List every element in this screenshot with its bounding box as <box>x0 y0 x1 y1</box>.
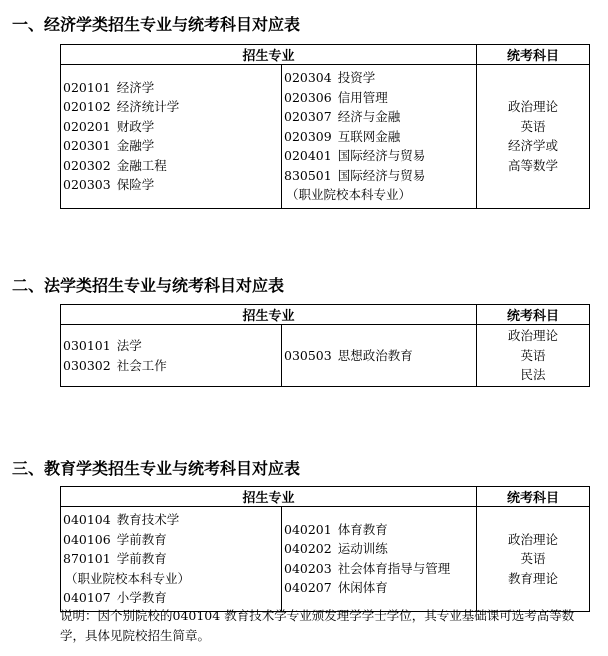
major-name: 信用管理 <box>337 89 388 105</box>
major-name: 社会体育指导与管理 <box>337 560 451 576</box>
major-item <box>284 520 476 540</box>
subject-item: 经济学或 <box>508 138 559 154</box>
major-item <box>63 78 281 98</box>
major-item <box>63 136 281 156</box>
major-name: 国际经济与贸易 <box>337 148 426 163</box>
major-item <box>63 588 281 608</box>
major-item <box>284 127 476 147</box>
subject-item: 政治理论 <box>508 328 559 344</box>
major-name: 金融工程 <box>116 157 167 173</box>
major-name: 社会工作 <box>116 357 167 373</box>
major-name: 金融学 <box>116 138 155 154</box>
subject-item: 政治理论 <box>508 531 559 547</box>
major-name: 思想政治教育 <box>337 347 413 363</box>
major-code: 040203 <box>284 560 332 576</box>
major-code: 020201 <box>63 118 111 134</box>
major-name: 投资学 <box>337 70 376 85</box>
major-item <box>284 68 476 88</box>
majors-left <box>61 65 282 209</box>
major-item <box>63 569 281 589</box>
major-item <box>63 156 281 176</box>
major-name: 休闲体育 <box>337 580 388 596</box>
subject-item: 英语 <box>520 118 546 134</box>
major-code: 030302 <box>63 357 111 373</box>
major-name: 学前教育 <box>116 531 167 547</box>
subject-item: 教育理论 <box>508 570 559 586</box>
major-name: 互联网金融 <box>337 128 401 144</box>
major-code: 030101 <box>63 338 111 353</box>
major-name: 经济学 <box>116 79 155 95</box>
major-code: 870101 <box>63 551 111 566</box>
major-name: 保险学 <box>116 177 155 193</box>
major-item <box>284 185 476 205</box>
section-3-title: 三、教育学类招生专业与统考科目对应表 <box>12 459 301 478</box>
subject-item: 政治理论 <box>508 99 559 115</box>
major-code: 020101 <box>63 79 111 95</box>
major-item <box>63 356 281 376</box>
section-1-table <box>60 44 590 209</box>
major-item <box>284 166 476 186</box>
major-code: 030503 <box>284 347 332 363</box>
major-code: 020306 <box>284 89 332 105</box>
subjects <box>477 65 590 209</box>
major-item <box>63 510 281 530</box>
major-name: 学前教育 <box>116 551 167 566</box>
header-subjects: 统考科目 <box>477 305 590 325</box>
major-item <box>63 175 281 195</box>
major-item <box>284 88 476 108</box>
majors-right <box>282 507 477 612</box>
majors-right <box>282 65 477 209</box>
major-code: 040202 <box>284 541 332 557</box>
major-name: 财政学 <box>116 118 155 134</box>
major-name: 运动训练 <box>337 541 388 557</box>
header-subjects: 统考科目 <box>477 45 590 65</box>
major-item <box>284 146 476 166</box>
majors-right <box>282 325 477 387</box>
major-name: 经济统计学 <box>116 99 180 115</box>
subject-item: 民法 <box>520 367 546 383</box>
major-code: 040207 <box>284 580 332 596</box>
major-item <box>63 549 281 569</box>
major-item <box>284 578 476 598</box>
major-code: 040107 <box>63 590 111 605</box>
section-3-table <box>60 486 590 612</box>
major-item <box>284 559 476 579</box>
header-subjects: 统考科目 <box>477 487 590 507</box>
major-name: 体育教育 <box>337 521 388 537</box>
major-name: 国际经济与贸易 <box>337 167 426 183</box>
major-name: 法学 <box>116 338 142 353</box>
major-code: 020307 <box>284 109 332 124</box>
major-item <box>284 346 476 366</box>
subject-item: 英语 <box>520 551 546 566</box>
major-name: 小学教育 <box>116 590 167 605</box>
major-item <box>63 117 281 137</box>
major-code: 040104 <box>63 512 111 527</box>
major-code: 020309 <box>284 128 332 144</box>
header-majors: 招生专业 <box>61 305 477 325</box>
major-item <box>284 539 476 559</box>
major-code: 020102 <box>63 99 111 115</box>
subjects <box>477 507 590 612</box>
header-majors: 招生专业 <box>61 45 477 65</box>
major-item <box>284 107 476 127</box>
major-item <box>63 97 281 117</box>
major-name: 教育技术学 <box>116 512 180 527</box>
major-code: 020303 <box>63 177 111 193</box>
major-code: 020304 <box>284 70 332 85</box>
major-code: 020401 <box>284 148 332 163</box>
footnote: 说明：因个别院校的040104 教育技术学专业颁发理学学士学位，其专业基础课可选考高等数学，具体见院校招生简章。 <box>60 608 575 643</box>
majors-left <box>61 507 282 612</box>
major-name: （职业院校本科专业） <box>286 187 412 202</box>
majors-left <box>61 325 282 387</box>
major-code: 040106 <box>63 531 111 547</box>
section-2-title: 二、法学类招生专业与统考科目对应表 <box>12 276 285 295</box>
major-name: 经济与金融 <box>337 109 401 124</box>
major-code: 020302 <box>63 157 111 173</box>
major-code: 040201 <box>284 521 332 537</box>
section-2-table <box>60 304 590 387</box>
major-item <box>63 336 281 356</box>
section-1-title: 一、经济学类招生专业与统考科目对应表 <box>12 15 301 34</box>
header-majors: 招生专业 <box>61 487 477 507</box>
subject-item: 高等数学 <box>508 157 559 173</box>
major-code: 830501 <box>284 167 332 183</box>
major-code: 020301 <box>63 138 111 154</box>
subject-item: 英语 <box>520 347 546 363</box>
major-name: （职业院校本科专业） <box>65 570 191 586</box>
subjects <box>477 325 590 387</box>
major-item <box>63 530 281 550</box>
